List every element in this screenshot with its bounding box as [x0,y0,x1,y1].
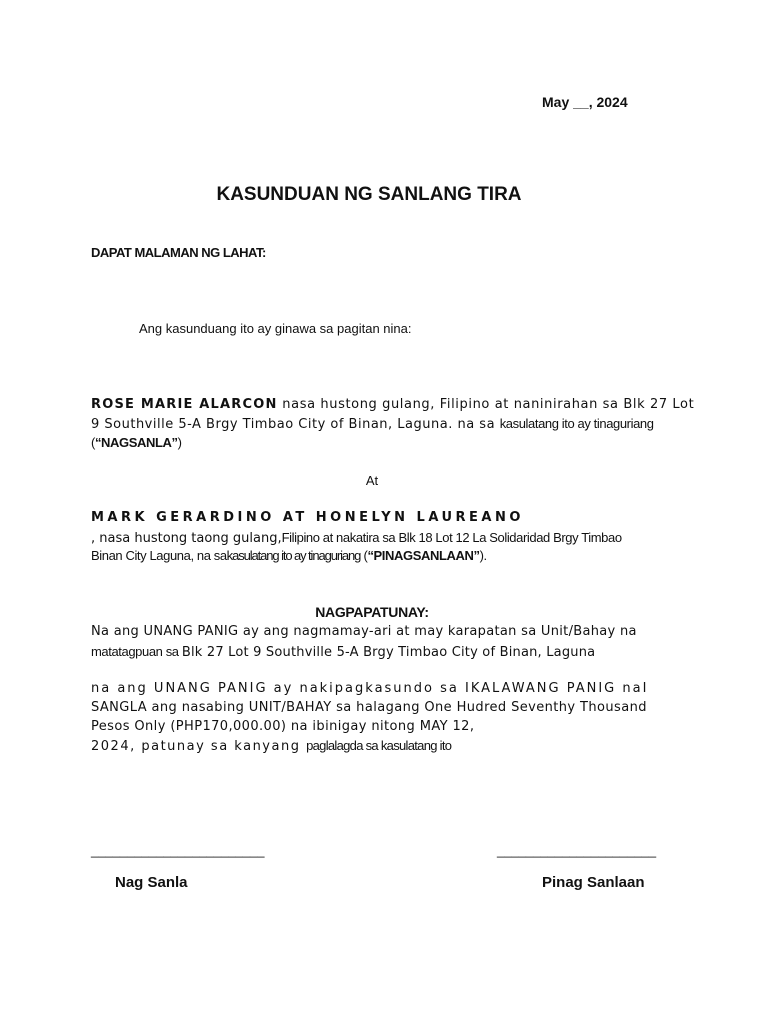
para2-line4: 2024, patunay sa kanyang paglalagda sa kasulatang ito [91,738,452,754]
document-heading: DAPAT MALAMAN NG LAHAT: [91,245,266,260]
para1-line1: Na ang UNANG PANIG ay ang nagmamay-ari at may karapatan sa Unit/Bahay na [91,624,637,639]
party1-line1 [91,397,694,412]
para1-line2: matatagpuan sa Blk 27 Lot 9 Southville 5-A Brgy Timbao City of Binan, Laguna [91,644,596,660]
document-date: May __, 2024 [542,94,628,110]
party2-line1-text: , nasa hustong taong gulang, [91,531,282,546]
signature-line-pinagsanlaan: ______________________ [497,843,657,858]
party1-name: ROSE MARIE ALARCON [91,397,278,412]
party1-line2-text: 9 Southville 5-A Brgy Timbao City of Binan, Laguna. na sa [91,417,500,432]
attest-heading: NAGPAPATUNAY: [315,604,429,620]
para2-line1: na ang UNANG PANIG ay nakipagkasundo sa IKALAWANG PANIG naI [91,681,649,696]
para2-line3: Pesos Only (PHP170,000.00) na ibinigay nitong MAY 12, [91,719,475,734]
conjunction-text: At [365,473,379,488]
para2-line2: SANGLA ang nasabing UNIT/BAHAY sa halagang One Hudred Seventhy Thousand [91,700,647,715]
signature-label-nagsanla: Nag Sanla [115,874,188,891]
signature-line-nagsanla: ________________________ [91,843,265,858]
intro-text: Ang kasunduang ito ay ginawa sa pagitan nina: [139,321,412,336]
party1-line1-text: nasa hustong gulang, Filipino at naninirahan sa Blk 27 Lot [277,397,695,412]
party1-line3: (“NAGSANLA”) [91,435,182,450]
party2-line1 [91,530,622,546]
party2-line2: Binan City Laguna, na sakasulatang ito ay tinaguriang (“PINAGSANLAAN”). [91,548,487,563]
party1-line2-cond: kasulatang ito ay tinaguriang [499,416,654,431]
party2-designation: “PINAGSANLAAN” [367,548,480,563]
signature-label-pinagsanlaan: Pinag Sanlaan [542,874,645,891]
party1-designation: “NAGSANLA” [94,435,178,450]
party2-line1-cond: Filipino at nakatira sa Blk 18 Lot 12 La Solidaridad Brgy Timbao [281,530,622,545]
party1-line2 [91,416,654,432]
document-title: KASUNDUAN NG SANLANG TIRA [216,184,522,205]
party2-name: MARK GERARDINO AT HONELYN LAUREANO [91,510,524,525]
